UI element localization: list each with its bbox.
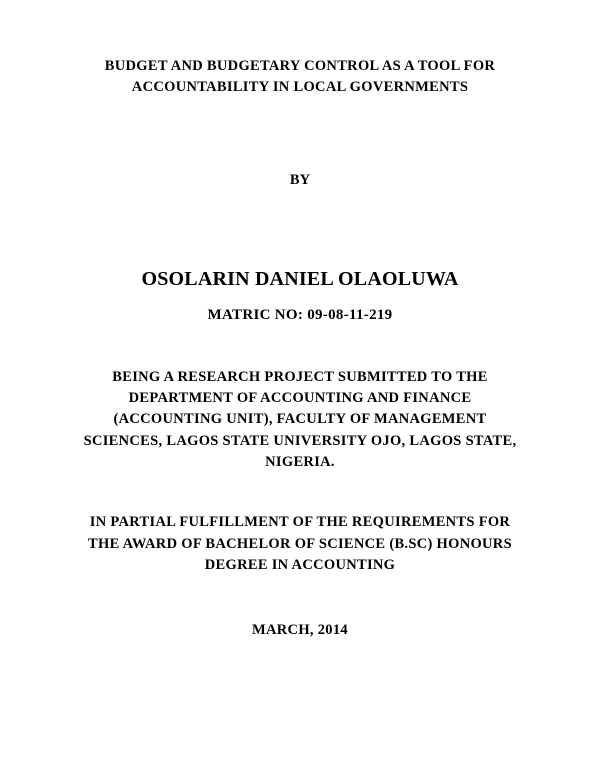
submission-line-2: DEPARTMENT OF ACCOUNTING AND FINANCE: [128, 390, 472, 407]
document-title: [40, 56, 560, 98]
submission-line-3: (ACCOUNTING UNIT), FACULTY OF MANAGEMENT: [113, 411, 487, 428]
matric-number: MATRIC NO: 09-08-11-219: [207, 307, 393, 323]
fulfillment-statement: [40, 512, 560, 577]
submission-line-5: NIGERIA.: [265, 453, 335, 470]
title-line-1: BUDGET AND BUDGETARY CONTROL AS A TOOL FOR: [104, 58, 496, 74]
fulfillment-line-1: IN PARTIAL FULFILLMENT OF THE REQUIREMENTS FOR: [89, 514, 511, 530]
author-name: OSOLARIN DANIEL OLAOLUWA: [141, 268, 459, 290]
fulfillment-line-3: DEGREE IN ACCOUNTING: [204, 557, 396, 573]
title-line-2: ACCOUNTABILITY IN LOCAL GOVERNMENTS: [131, 79, 469, 95]
submission-line-1: BEING A RESEARCH PROJECT SUBMITTED TO THE: [112, 369, 488, 385]
by-label: BY: [289, 172, 311, 188]
submission-line-4: SCIENCES, LAGOS STATE UNIVERSITY OJO, LAGOS STATE,: [83, 432, 517, 449]
fulfillment-line-2: THE AWARD OF BACHELOR OF SCIENCE (B.SC) HONOURS: [88, 535, 512, 552]
submission-statement: [40, 367, 560, 473]
submission-date: MARCH, 2014: [252, 622, 348, 638]
